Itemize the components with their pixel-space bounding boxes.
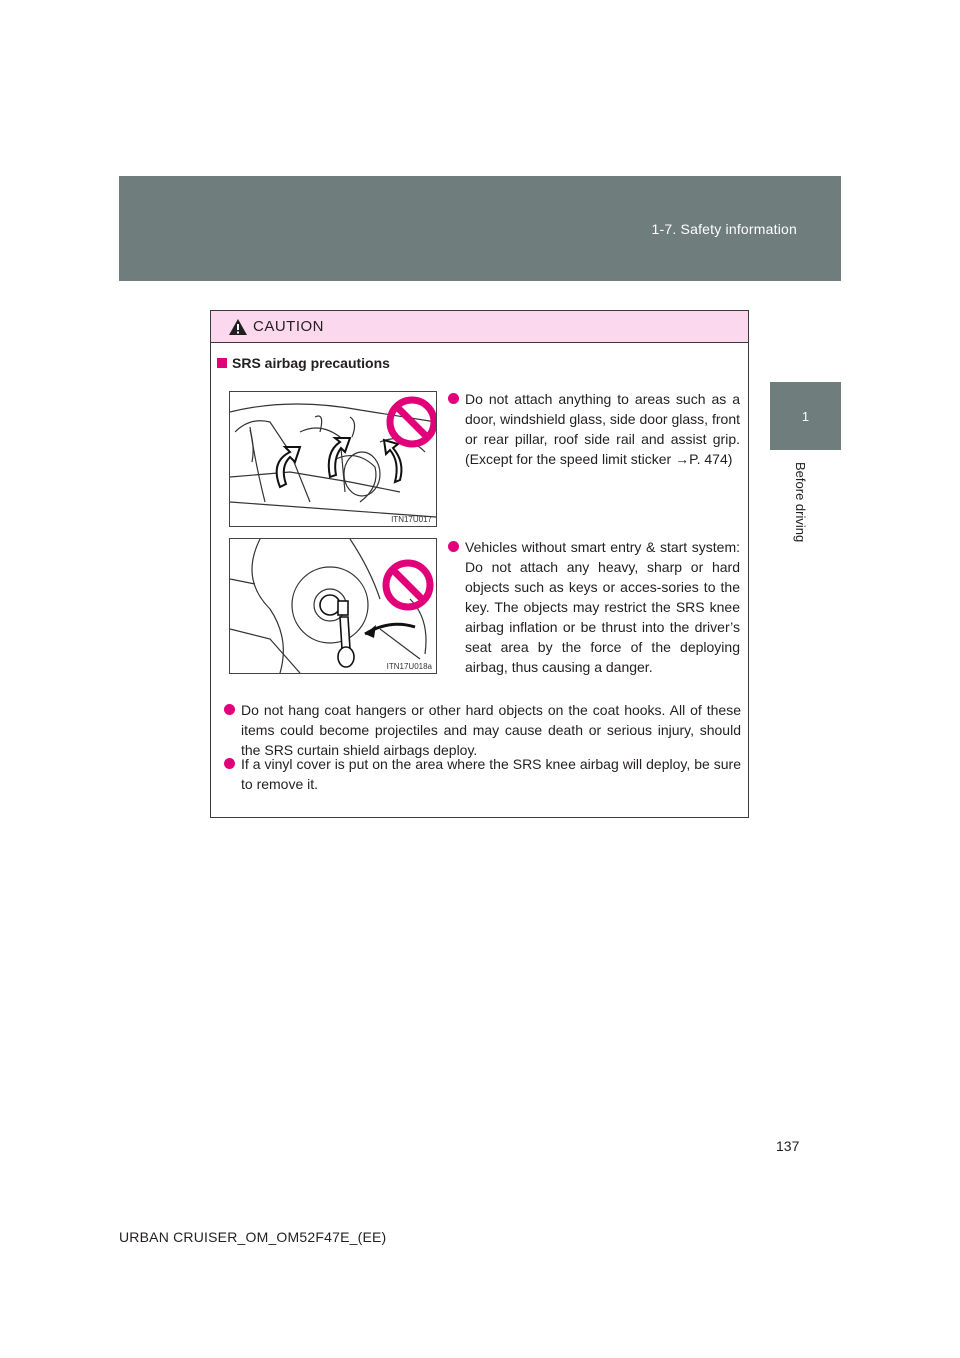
figure-interior-illustration <box>229 391 437 527</box>
bullet-text: Do not attach anything to areas such as a door, windshield glass, side door glass, front or rear pillar, roof side rail and assist grip. (Except for the speed limit sticker →P. 474) <box>465 391 740 467</box>
caution-box <box>210 310 749 818</box>
bullet-item <box>465 537 740 677</box>
bullet-item <box>241 754 741 794</box>
chapter-tab: 1 <box>770 382 841 450</box>
section-title: 1-7. Safety information <box>651 221 797 237</box>
header-band <box>119 176 841 281</box>
section-heading-text: SRS airbag precautions <box>232 355 390 371</box>
caution-header <box>211 311 748 343</box>
section-heading <box>217 355 390 371</box>
figure-code: ITN17U018a <box>386 662 432 671</box>
figure-code: ITN17U017 <box>391 515 432 524</box>
bullet-text: Vehicles without smart entry & start system: Do not attach any heavy, sharp or hard objects such as keys or acces-sories to the key. The objects may restrict the SRS knee airbag inflation or be thrust into the driver’s seat area by the force of the deploying airbag, thus causing a danger. <box>465 539 740 675</box>
square-bullet-icon <box>217 358 227 368</box>
bullet-dot-icon <box>448 541 459 552</box>
figure-key-illustration <box>229 538 437 674</box>
caution-title: CAUTION <box>253 318 324 335</box>
bullet-dot-icon <box>448 393 459 404</box>
bullet-item <box>241 700 741 760</box>
bullet-text: If a vinyl cover is put on the area where the SRS knee airbag will deploy, be sure to remove it. <box>241 756 741 792</box>
bullet-dot-icon <box>224 758 235 769</box>
bullet-item <box>465 389 740 469</box>
bullet-dot-icon <box>224 704 235 715</box>
key-illustration <box>230 539 436 673</box>
footer-doc-id: URBAN CRUISER_OM_OM52F47E_(EE) <box>119 1229 387 1245</box>
warning-icon <box>228 318 248 336</box>
interior-illustration <box>230 392 436 526</box>
bullet-text: Do not hang coat hangers or other hard objects on the coat hooks. All of these items could become projectiles and may cause death or serious injury, should the SRS curtain shield airbags deploy. <box>241 702 741 758</box>
page-number: 137 <box>776 1138 800 1154</box>
chapter-label: Before driving <box>793 462 808 543</box>
